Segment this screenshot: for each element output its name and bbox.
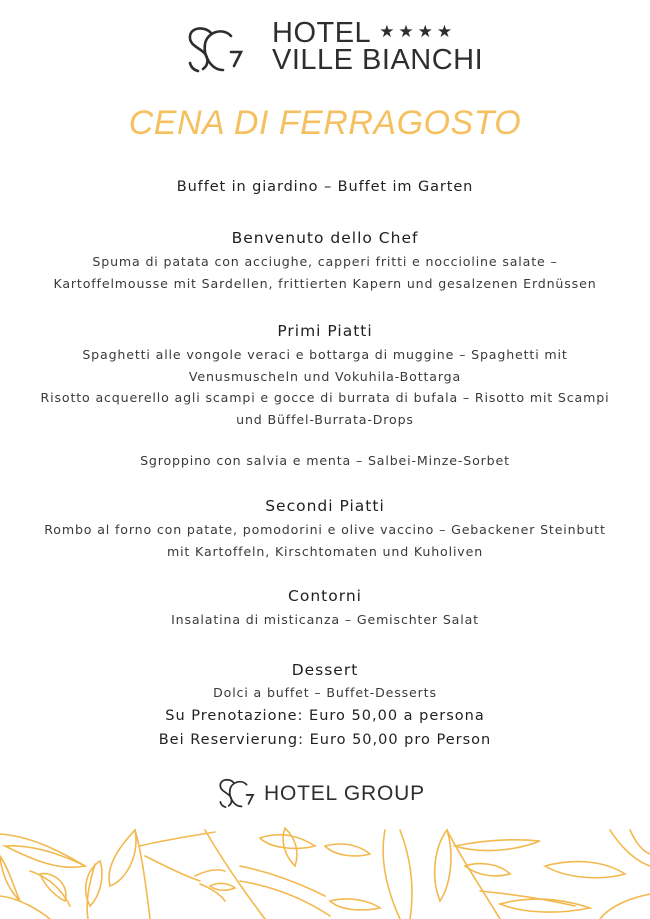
dish-line: und Büffel-Burrata-Drops [236, 411, 414, 427]
dish-line: Spuma di patata con acciughe, capperi fritti e noccioline salate – [92, 254, 558, 269]
sg-logo-icon [217, 777, 257, 809]
section-heading: Contorni [288, 587, 362, 605]
dish-line: Spaghetti alle vongole veraci e bottarga di muggine – Spaghetti mit [82, 347, 568, 362]
hotel-group-logo [217, 777, 447, 809]
hotel-header [0, 18, 650, 78]
dish-line: mit Kartoffeln, Kirschtomaten und Kuholiven [166, 543, 484, 559]
star-rating-icon: ★★★★ [379, 22, 457, 41]
price-italian: Su Prenotazione: Euro 50,00 a persona [165, 707, 485, 724]
dish-line: Risotto acquerello agli scampi e gocce di burrata di bufala – Risotto mit Scampi [40, 390, 610, 405]
dish-line: Rombo al forno con patate, pomodorini e olive vaccino – Gebackener Steinbutt [44, 522, 606, 537]
sg-logo-icon [185, 24, 247, 74]
section-heading: Primi Piatti [277, 322, 373, 340]
section-benvenuto [0, 228, 650, 294]
section-secondi [0, 496, 650, 562]
hotel-line2: VILLE BIANCHI [272, 44, 484, 76]
section-primi [0, 321, 650, 472]
menu-title: CENA DI FERRAGOSTO [128, 104, 522, 142]
dish-line: Insalatina di misticanza – Gemischter Salat [171, 612, 479, 627]
dish-line: Kartoffelmousse mit Sardellen, frittierten Kapern und gesalzenen Erdnüssen [53, 275, 597, 291]
dish-line: Venusmuscheln und Vokuhila-Bottarga [188, 368, 462, 384]
hotel-group-label: HOTEL GROUP [264, 782, 425, 805]
menu-subtitle: Buffet in giardino – Buffet im Garten [176, 179, 474, 195]
price-german: Bei Reservierung: Euro 50,00 pro Person [158, 731, 492, 748]
section-heading: Dessert [291, 661, 359, 679]
section-heading: Secondi Piatti [265, 497, 385, 515]
hotel-name [272, 18, 483, 74]
section-dessert [0, 660, 650, 751]
dish-line: Dolci a buffet – Buffet-Desserts [213, 685, 437, 700]
section-heading: Benvenuto dello Chef [231, 229, 419, 247]
dish-line: Sgroppino con salvia e menta – Salbei-Minze-Sorbet [140, 453, 510, 468]
hotel-line1: HOTEL [272, 17, 372, 49]
section-contorni [0, 586, 650, 631]
leaf-pattern-decoration [0, 826, 650, 919]
